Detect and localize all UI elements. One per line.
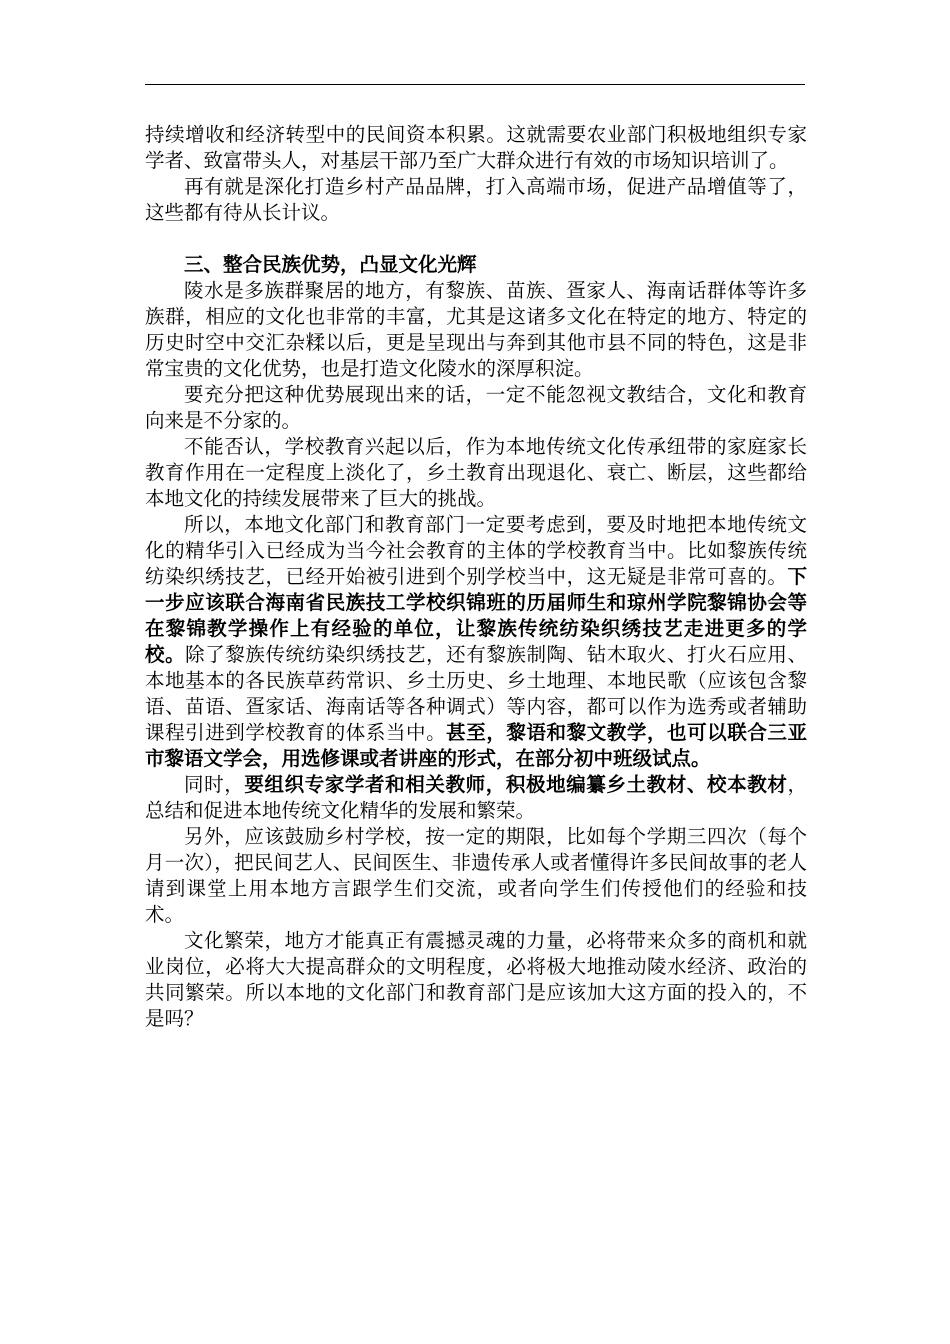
paragraph	[145, 772, 807, 824]
text-run: 除了黎族传统纺染织绣技艺，还有黎族制陶、钻木取火、打火石应用、本地基本的各民族草药常识、乡土历史、乡土地理、本地民歌（应该包含黎语、苗语、疍家话、海南话等各种调式）等内容，都可以作为选秀或者辅助课程引进到学校教育的体系当中。	[145, 643, 807, 744]
bold-text-run: 要组织专家学者和相关教师，积极地编纂乡土教材、校本教材	[244, 773, 788, 796]
text-run: ，总结和促进本地传统文化精华的发展和繁荣。	[145, 773, 807, 822]
text-run: 同时，	[184, 773, 245, 796]
text-run: 所以，本地文化部门和教育部门一定要考虑到，要及时地把本地传统文化的精华引入已经成为当今社会教育的主体的学校教育当中。比如黎族传统纺染织绣技艺，已经开始被引进到个别学校当中，这无疑是非常可喜的。	[145, 513, 807, 588]
paragraph: 另外，应该鼓励乡村学校，按一定的期限，比如每个学期三四次（每个月一次），把民间艺人、民间医生、非遗传承人或者懂得许多民间故事的老人请到课堂上用本地方言跟学生们交流，或者向学生们传授他们的经验和技术。	[145, 825, 807, 926]
section-heading: 三、整合民族优势，凸显文化光辉	[184, 253, 477, 276]
document-body	[145, 122, 807, 1032]
paragraph: 不能否认，学校教育兴起以后，作为本地传统文化传承纽带的家庭家长教育作用在一定程度上淡化了，乡土教育出现退化、衰亡、断层，这些都给本地文化的持续发展带来了巨大的挑战。	[145, 435, 807, 510]
header-rule	[145, 84, 805, 85]
paragraph: 要充分把这种优势展现出来的话，一定不能忽视文教结合，文化和教育向来是不分家的。	[145, 383, 807, 432]
paragraph: 持续增收和经济转型中的民间资本积累。这就需要农业部门积极地组织专家学者、致富带头人，对基层干部乃至广大群众进行有效的市场知识培训了。	[145, 123, 807, 172]
paragraph: 陵水是多族群聚居的地方，有黎族、苗族、疍家人、海南话群体等许多族群，相应的文化也非常的丰富，尤其是这诸多文化在特定的地方、特定的历史时空中交汇杂糅以后，更是呈现出与奔到其他市县不同的特色，这是非常宝贵的文化优势，也是打造文化陵水的深厚积淀。	[145, 279, 807, 380]
bold-text-run: 甚至，黎语和黎文教学，也可以联合三亚市黎语文学会，用选修课或者讲座的形式，在部分初中班级试点。	[145, 721, 807, 770]
paragraph: 再有就是深化打造乡村产品品牌，打入高端市场，促进产品增值等了，这些都有待从长计议。	[145, 175, 807, 224]
paragraph: 文化繁荣，地方才能真正有震撼灵魂的力量，必将带来众多的商机和就业岗位，必将大大提高群众的文明程度，必将极大地推动陵水经济、政治的共同繁荣。所以本地的文化部门和教育部门是应该加大这方面的投入的，不是吗？	[145, 929, 807, 1030]
bold-text-run: 下一步应该联合海南省民族技工学校织锦班的历届师生和琼州学院黎锦协会等在黎锦教学操作上有经验的单位，让黎族传统纺染织绣技艺走进更多的学校。	[145, 565, 807, 666]
spacer	[145, 226, 807, 252]
paragraph	[145, 512, 807, 772]
